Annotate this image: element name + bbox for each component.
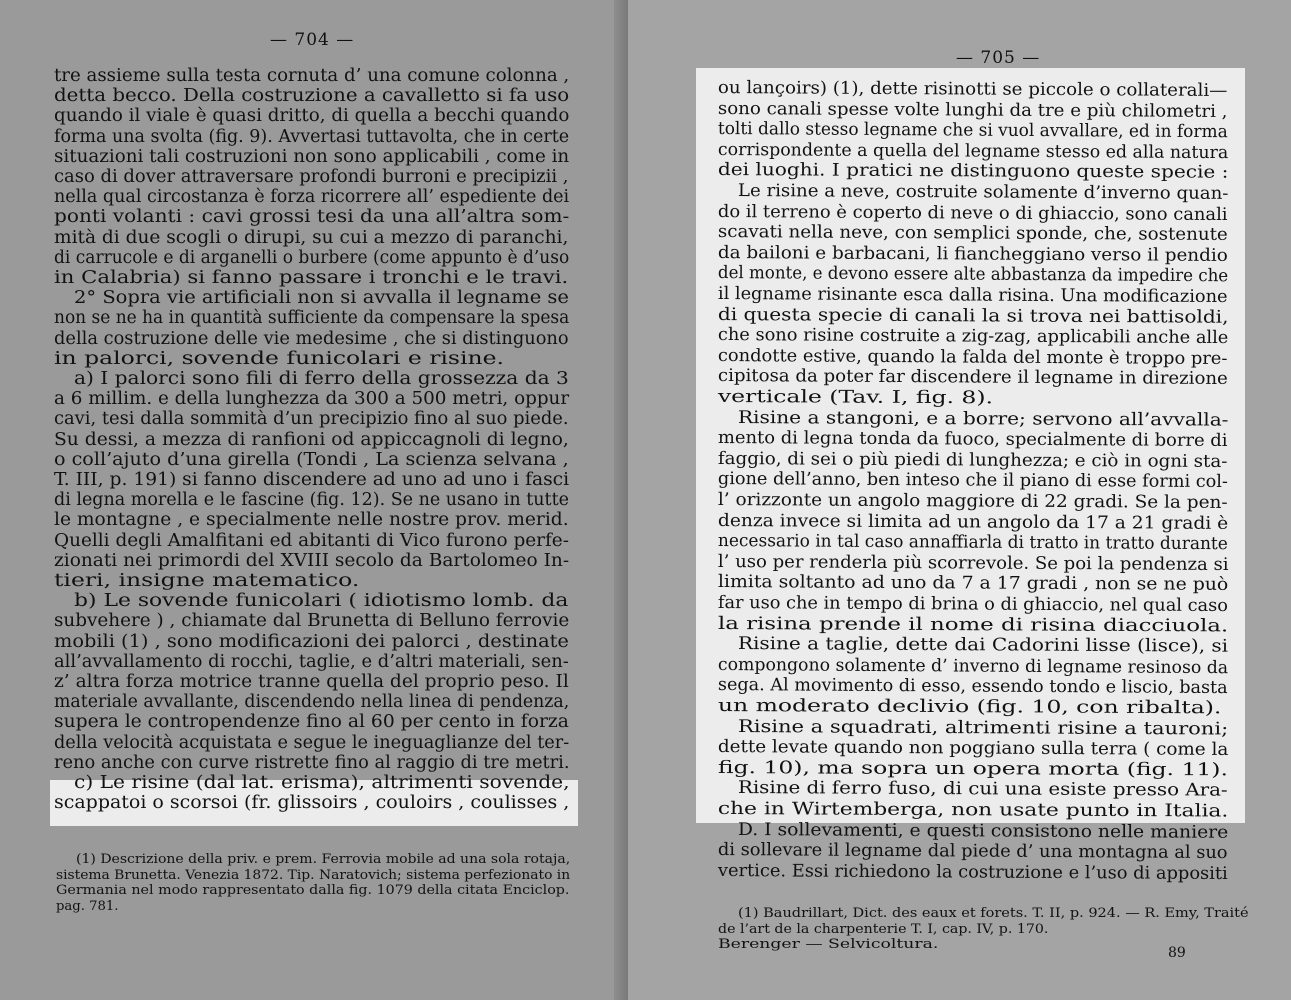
text-line: che sono risine costruite a zig-zag, applicabili anche alle: [717, 325, 1229, 349]
text-line: gione dell’anno, ben inteso che il piano di esse formi col-: [717, 469, 1229, 493]
text-line: ponti volanti : cavi grossi tesi da una all’altra som-: [54, 207, 570, 228]
text-line: reno anche con curve ristrette fino al raggio di tre metri.: [54, 752, 570, 773]
text-line: fig. 10), ma sopra un opera morta (fig. 11).: [717, 757, 1229, 781]
text-line: Su dessi, a mezza di ranfioni od appiccagnoli di legno,: [54, 429, 569, 450]
text-line: a) I palorci sono fili di ferro della grossezza da 3: [74, 369, 569, 389]
text-line: zionati nei primordi del XVIII secolo da Bartolomeo In-: [54, 550, 570, 571]
text-line: Risine a stangoni, e a borre; servono all’avvalla-: [737, 407, 1229, 431]
text-line: caso di dover attraversare profondi burroni e precipizii ,: [54, 167, 569, 187]
text-line: da bailoni e barbacani, li fiancheggiano verso il pendio: [717, 242, 1228, 266]
text-line: dei luoghi. I pratici ne distinguono queste specie :: [717, 160, 1229, 184]
footnote-line: sistema Brunetta. Venezia 1872. Tip. Naratovich; sistema perfezionato in: [56, 867, 571, 883]
text-line: dette levate quando non poggiano sulla terra ( come la: [717, 737, 1229, 761]
text-line: a 6 millim. e della lunghezza da 300 a 500 metri, oppur: [54, 389, 570, 410]
text-line: le montagne , e specialmente nelle nostre prov. merid.: [54, 510, 569, 531]
text-line: mobili (1) , sono modificazioni dei palorci , destinate: [54, 631, 569, 652]
text-line: il legname risinante esca dalla risina. Una modificazione: [717, 284, 1228, 308]
text-line: ou lançoirs) (1), dette risinotti se piccole o collaterali—: [717, 78, 1228, 101]
text-line: do il terreno è coperto di neve o di ghiaccio, sono canali: [717, 201, 1228, 225]
footnote-line: de l’art de la charpenterie T. I, cap. IV, p. 170.: [718, 921, 1049, 937]
footnote-line: pag. 781.: [56, 898, 119, 914]
text-line: in Calabria) si fanno passare i tronchi e le travi.: [54, 268, 569, 288]
text-line: la risina prende il nome di risina diacciuola.: [717, 613, 1229, 636]
text-line: che in Wirtemberga, non usate punto in Italia.: [717, 799, 1229, 822]
text-line: necessario in tal caso annaffiarla di tratto in tratto durante: [717, 531, 1228, 555]
text-line: sono canali spesse volte lunghi da tre e più chilometri ,: [717, 98, 1228, 122]
text-line: c) Le risine (dal lat. erisma), altrimenti sovende,: [74, 773, 570, 793]
footnote-line: (1) Baudrillart, Dict. des eaux et forets. T. II, p. 924. — R. Emy, Traité: [738, 906, 1249, 921]
text-line: 2° Sopra vie artificiali non si avvalla il legname se: [74, 288, 569, 309]
text-line: D. I sollevamenti, e questi consistono nelle maniere: [737, 819, 1229, 843]
text-line: denza invece si limita ad un angolo da 17 a 21 gradi è: [717, 510, 1229, 534]
text-line: materiale avvallante, discendendo nella linea di pendenza,: [54, 692, 570, 713]
text-line: b) Le sovende funicolari ( idiotismo lomb. da: [74, 591, 569, 612]
text-line: compongono solamente d’ inverno di legname resinoso da: [717, 654, 1229, 678]
text-line: forma una svolta (fig. 9). Avvertasi tuttavolta, che in certe: [54, 126, 570, 147]
text-line: scavati nella neve, con semplici sponde, che, sostenute: [717, 222, 1228, 246]
page-footer-number: 89: [1168, 945, 1186, 961]
text-line: situazioni tali costruzioni non sono applicabili , come in: [54, 146, 570, 167]
text-line: o coll’ajuto d’una girella (Tondi , La scienza selvana ,: [54, 449, 569, 470]
text-line: tieri, insigne matematico.: [54, 571, 360, 591]
footnote-line: Berenger — Selvicoltura.: [718, 937, 939, 952]
text-line: z’ altra forza motrice tranne quella del proprio peso. Il: [54, 672, 569, 692]
text-line: del monte, e devono essere alte abbastanza da impedire che: [717, 263, 1229, 287]
right-text-body: [628, 0, 1291, 1000]
text-line: Quelli degli Amalfitani ed abitanti di Vico furono perfe-: [54, 530, 569, 551]
text-line: Risine di ferro fuso, di cui una esiste presso Ara-: [737, 778, 1228, 802]
text-line: detta becco. Della costruzione a cavalletto si fa uso: [54, 86, 570, 107]
text-line: verticale (Tav. I, fig. 8).: [717, 387, 994, 409]
text-line: l’ uso per renderla più scorrevole. Se poi la pendenza si: [717, 551, 1229, 575]
text-line: l’ orizzonte un angolo maggiore di 22 gradi. Se la pen-: [717, 490, 1228, 513]
text-line: cipitosa da poter far discendere il legname in direzione: [717, 366, 1228, 390]
text-line: far uso che in tempo di brina o di ghiaccio, nel qual caso: [717, 593, 1228, 617]
text-line: di carrucole e di arganelli o burbere (come appunto è d’uso: [54, 247, 570, 268]
text-line: subvehere ) , chiamate dal Brunetta di Belluno ferrovie: [54, 611, 570, 632]
text-line: un moderato declivio (fig. 10, con ribalta).: [717, 696, 1222, 719]
text-line: Le risine a neve, costruite solamente d’inverno quan-: [737, 181, 1229, 204]
text-line: della costruzione delle vie medesime , che si distinguono: [54, 328, 569, 349]
text-line: di questa specie di canali la si trova nei battisoldi,: [717, 304, 1229, 328]
text-line: di legna morella e le fascine (fig. 12). Se ne usano in tutte: [54, 490, 569, 511]
text-line: vertice. Essi richiedono la costruzione e l’uso di appositi: [717, 860, 1228, 884]
text-line: sega. Al movimento di esso, essendo tondo e liscio, basta: [717, 675, 1228, 699]
page-number-left: — 704 —: [270, 30, 355, 50]
text-line: all’avvallamento di rocchi, taglie, e d’altri materiali, sen-: [54, 651, 569, 672]
text-line: cavi, tesi dalla sommità d’un precipizio fino al suo piede.: [54, 409, 569, 430]
text-line: Risine a taglie, dette dai Cadorini lisse (lisce), si: [737, 634, 1229, 657]
left-page: [0, 0, 628, 1000]
text-line: T. III, p. 191) si fanno discendere ad uno ad uno i fasci: [54, 470, 570, 490]
text-line: quando il viale è quasi dritto, di quella a becchi quando: [54, 106, 570, 127]
text-line: di sollevare il legname dal piede d’ una montagna al suo: [717, 840, 1228, 864]
text-line: supera le contropendenze fino al 60 per cento in forza: [54, 712, 569, 733]
text-line: della velocità acquistata e segue le ineguaglianze del ter-: [54, 732, 570, 753]
text-line: condotte estive, quando la falda del monte è troppo pre-: [717, 345, 1228, 369]
text-line: nella qual circostanza è forza ricorrere all’ espediente dei: [54, 187, 570, 208]
text-line: faggio, di sei o più piedi di lunghezza; e ciò in ogni sta-: [717, 448, 1228, 472]
text-line: in palorci, sovende funicolari e risine.: [54, 348, 504, 369]
text-line: Risine a squadrati, altrimenti risine a tauroni;: [737, 716, 1229, 740]
text-line: scappatoi o scorsoi (fr. glissoirs , couloirs , coulisses ,: [54, 793, 570, 814]
text-line: tolti dallo stesso legname che si vuol avvallare, ed in forma: [717, 119, 1228, 143]
footnote-line: (1) Descrizione della priv. e prem. Ferrovia mobile ad una sola rotaja,: [76, 852, 571, 867]
text-line: limita soltanto ad uno da 7 a 17 gradi , non se ne può: [717, 572, 1229, 596]
text-line: non se ne ha in quantità sufficiente da compensare la spesa: [54, 308, 570, 329]
text-line: corrispondente a quella del legname stesso ed alla natura: [717, 139, 1229, 163]
page-number-right: — 705 —: [956, 48, 1041, 68]
text-line: mento di legna tonda da fuoco, specialmente di borre di: [717, 428, 1228, 452]
text-line: tre assieme sulla testa cornuta d’ una comune colonna ,: [54, 66, 570, 86]
footnote-line: Germania nel modo rappresentato dalla fig. 1079 della citata Enciclop.: [56, 883, 570, 898]
text-line: mità di due scogli o dirupi, su cui a mezzo di paranchi,: [54, 227, 569, 248]
